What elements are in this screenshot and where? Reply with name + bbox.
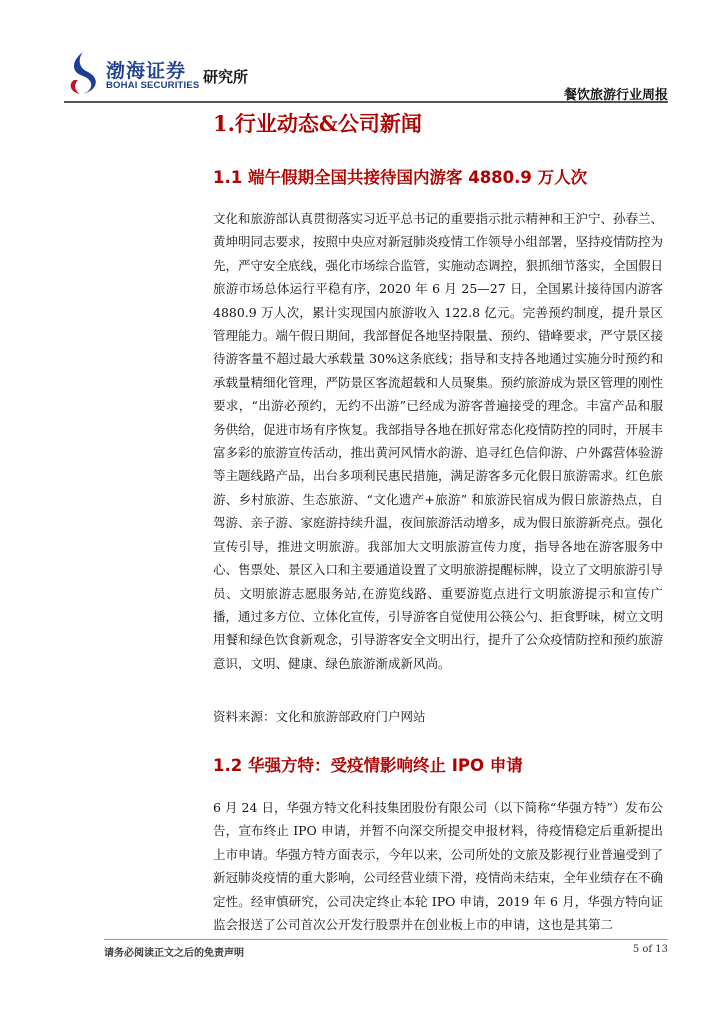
footer-disclaimer: 请务必阅读正文之后的免责声明 bbox=[104, 948, 244, 959]
page-number: 5 of 13 bbox=[632, 944, 668, 955]
report-title: 餐饮旅游行业周报 bbox=[563, 88, 668, 103]
section-title: 1.行业动态&公司新闻 bbox=[213, 111, 422, 136]
company-logo bbox=[64, 50, 254, 100]
logo-chinese-name: 渤海证券 bbox=[106, 60, 187, 82]
logo-department: 研究所 bbox=[203, 68, 249, 86]
header-divider bbox=[64, 101, 668, 103]
news1-body: 文化和旅游部认真贯彻落实习近平总书记的重要指示批示精神和王沪宁、孙春兰、黄坤明同志要求，按照中央应对新冠肺炎疫情工作领导小组部署，坚持疫情防控为先，严守安全底线，强化市场综合监管，实施动态调控，狠抓细节落实，全国假日旅游市场总体运行平稳有序，2020 年 6 月 25—27 日，全国累计接待国内游客 4880.9 万人次，累计实现国内旅游收入 122.8 亿元。完善预约制度，提升景区管理能力。端午假日期间，我部督促各地坚持限量、预约、错峰要求，严守景区接待游客量不超过最大承载量 30%这条底线；指导和支持各地通过实施分时预约和承载量精细化管理，严防景区客流超载和人员聚集。预约旅游成为景区管理的刚性要求，“出游必预约，无约不出游”已经成为游客普遍接受的理念。丰富产品和服务供给，促进市场有序恢复。我部指导各地在抓好常态化疫情防控的同时，开展丰富多彩的旅游宣传活动，推出黄河风情水韵游、追寻红色信仰游、户外露营体验游等主题线路产品，出台多项利民惠民措施，满足游客多元化假日旅游需求。红色旅游、乡村旅游、生态旅游、“文化遗产+旅游” 和旅游民宿成为假日旅游热点，自驾游、亲子游、家庭游持续升温，夜间旅游活动增多，成为假日旅游新亮点。强化宣传引导，推进文明旅游。我部加大文明旅游宣传力度，指导各地在游客服务中心、售票处、景区入口和主要通道设置了文明旅游提醒标牌，设立了文明旅游引导员、文明旅游志愿服务站,在游览线路、重要游览点进行文明旅游提示和宣传广播，通过多方位、立体化宣传，引导游客自觉使用公筷公勺、拒食野味，树立文明用餐和绿色饮食新观念，引导游客安全文明出行，提升了公众疫情防控和预约旅游意识，文明、健康、绿色旅游渐成新风尚。 bbox=[213, 211, 664, 671]
footer-divider bbox=[104, 939, 668, 940]
news1-title: 1.1 端午假期全国共接待国内游客 4880.9 万人次 bbox=[213, 168, 588, 187]
logo-mark-icon bbox=[64, 50, 102, 96]
news2-body: 6 月 24 日，华强方特文化科技集团股份有限公司（以下简称“华强方特”）发布公告，宣布终止 IPO 申请，并暂不向深交所提交申报材料，待疫情稳定后重新提出上市申请。华强方特方面表示，今年以来，公司所处的文旅及影视行业普遍受到了新冠肺炎疫情的重大影响，公司经营业绩下滑，疫情尚未结束，全年业绩存在不确定性。经审慎研究，公司决定终止本轮 IPO 申请，2019 年 6 月，华强方特向证监会报送了公司首次公开发行股票并在创业板上市的申请，这也是其第二 bbox=[213, 800, 664, 933]
logo-english-name: BOHAI SECURITIES bbox=[106, 80, 200, 91]
news1-source: 资料来源：文化和旅游部政府门户网站 bbox=[213, 709, 426, 724]
news2-title: 1.2 华强方特：受疫情影响终止 IPO 申请 bbox=[213, 756, 523, 775]
